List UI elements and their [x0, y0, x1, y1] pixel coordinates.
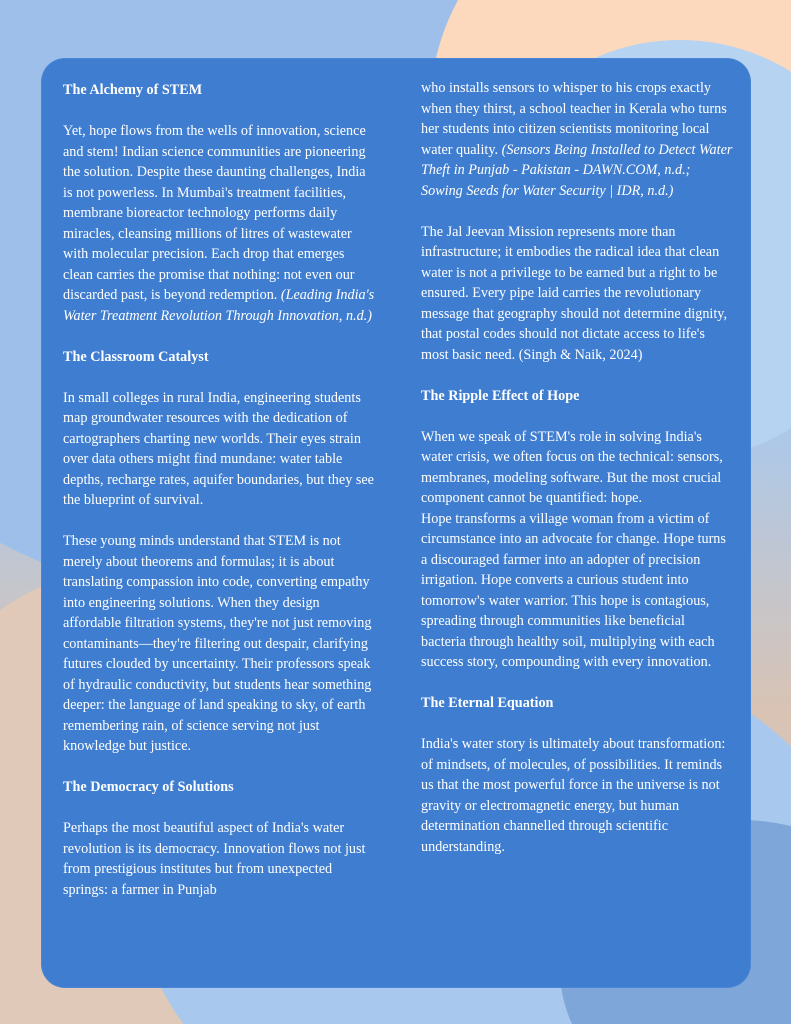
ripple-paragraph-1: When we speak of STEM's role in solving India's water crisis, we often focus on the technical: sensors, membranes, modeling software. But the most crucial component cannot be quantified: hope.: [421, 428, 723, 506]
ripple-paragraph-2: Hope transforms a village woman from a victim of circumstance into an advocate for change. Hope turns a discouraged farmer into an adopter of precision irrigation. Hope converts a curious student into tomorrow's water warrior. This hope is contagious, spreading through communities like beneficial bacteria through healthy soil, multiplying with each success story, compounding with every innovation.: [421, 510, 726, 670]
section-heading-eternal: The Eternal Equation: [421, 695, 554, 711]
democracy-citation: [421, 78, 733, 201]
left-column: [63, 80, 375, 921]
alchemy-body: Yet, hope flows from the wells of innovation, science and stem! Indian science communities are pioneering the solution. Despite these daunting challenges, India is not powerless. In Mumbai's treatment facilities, membrane bioreactor technology performs daily miracles, cleansing millions of litres of wastewater with molecular precision. Each drop that emerges clean carries the promise that nothing: not even our discarded past, is beyond redemption.: [63, 123, 366, 303]
section-heading-alchemy: The Alchemy of STEM: [63, 82, 203, 98]
democracy-paragraph-continued: who installs sensors to whisper to his crops exactly when they thirst, a school teacher in Kerala who turns her students into citizen scientists monitoring local water quality.: [421, 80, 727, 158]
democracy-paragraph: Perhaps the most beautiful aspect of India's water revolution is its democracy. Innovation flows not just from prestigious institutes but from unexpected springs: a farmer in Punjab: [63, 820, 366, 898]
content-card: [41, 58, 751, 988]
alchemy-citation: (Leading India's Water Treatment Revolution Through Innovation, n.d.): [63, 287, 375, 324]
section-heading-ripple: The Ripple Effect of Hope: [421, 387, 580, 404]
alchemy-paragraph: [63, 121, 375, 326]
classroom-paragraph-2: These young minds understand that STEM is not merely about theorems and formulas; it is about translating compassion into code, converting empathy into engineering solutions. When they design affordable filtration systems, they're not just removing contaminants—they're filtering out despair, clarifying futures clouded by uncertainty. Their professors speak of hydraulic conductivity, but students hear something deeper: the language of land speaking to sky, of earth remembering rain, of science serving not just knowledge but justice.: [63, 533, 372, 754]
democracy-citation-text: (Sensors Being Installed to Detect Water Theft in Punjab - Pakistan - DAWN.COM, n.d.; Sowing Seeds for Water Security | IDR, n.d.): [421, 141, 733, 199]
section-heading-democracy: The Democracy of Solutions: [63, 779, 234, 795]
jal-jeevan-paragraph: The Jal Jeevan Mission represents more than infrastructure; it embodies the radical idea that clean water is not a privilege to be earned but a right to be ensured. Every pipe laid carries the revolutionary message that geography should not determine dignity, that postal codes should not dictate access to life's most basic need. (Singh & Naik, 2024): [421, 223, 728, 363]
right-column: [421, 78, 733, 878]
eternal-paragraph: India's water story is ultimately about transformation: of mindsets, of molecules, of possibilities. It reminds us that the most powerful force in the universe is not gravity or electromagnetic energy, but human determination channelled through scientific understanding.: [421, 736, 726, 855]
section-heading-classroom: The Classroom Catalyst: [63, 348, 209, 365]
classroom-paragraph-1: In small colleges in rural India, engineering students map groundwater resources with the dedication of cartographers charting new worlds. Their eyes strain over data others might find mundane: water table depths, recharge rates, aquifer boundaries, but they see the blueprint of survival.: [63, 389, 374, 508]
